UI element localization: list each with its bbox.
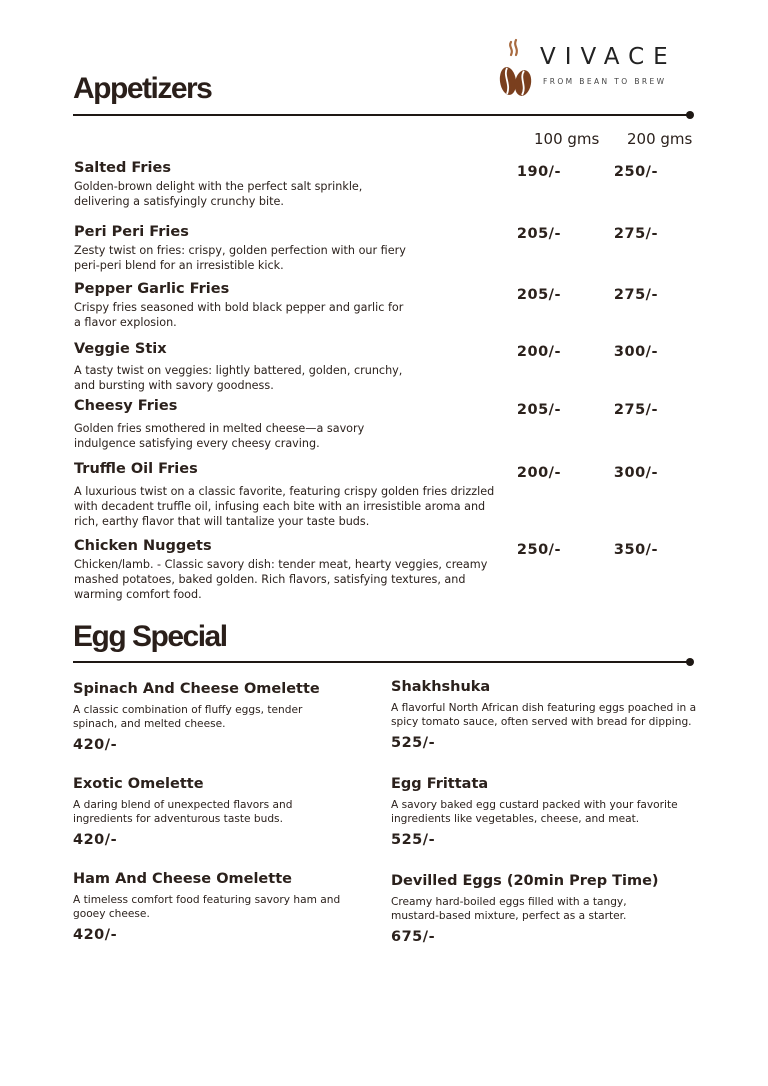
menu-item: [74, 398, 714, 458]
item-name: Pepper Garlic Fries: [74, 281, 230, 297]
divider-dot: [686, 658, 694, 666]
item-description: Crispy fries seasoned with bold black pepper and garlic for a flavor explosion.: [74, 301, 404, 329]
item-name: Exotic Omelette: [73, 776, 204, 792]
menu-item: [74, 160, 714, 220]
menu-item: [74, 538, 714, 604]
menu-item: [391, 873, 721, 953]
item-name: Salted Fries: [74, 160, 171, 176]
item-name: Egg Frittata: [391, 776, 489, 792]
menu-item: [73, 681, 403, 761]
price-200: 275/-: [613, 226, 658, 242]
price-100: 205/-: [516, 226, 561, 242]
size-label-100: 100 gms: [534, 130, 600, 148]
item-description: Golden-brown delight with the perfect salt sprinkle, delivering a satisfyingly crunchy bite.: [74, 180, 363, 208]
item-description: A savory baked egg custard packed with your favorite ingredients like vegetables, cheese, and meat.: [391, 799, 678, 825]
price-100: 200/-: [516, 465, 561, 481]
price-100: 205/-: [516, 402, 561, 418]
coffee-bean-icon: [496, 38, 536, 98]
item-description: A tasty twist on veggies: lightly battered, golden, crunchy, and bursting with savory goodness.: [74, 364, 403, 392]
price-100: 205/-: [516, 287, 561, 303]
item-name: Ham And Cheese Omelette: [73, 871, 292, 887]
menu-item: [73, 871, 403, 951]
item-description: A daring blend of unexpected flavors and ingredients for adventurous taste buds.: [73, 799, 293, 825]
price-200: 275/-: [613, 287, 658, 303]
item-description: Chicken/lamb. - Classic savory dish: tender meat, hearty veggies, creamy mashed potatoes, baked golden. Rich flavors, satisfying textures, and warming comfort food.: [74, 558, 488, 601]
menu-item: [74, 224, 714, 284]
menu-item: [391, 776, 721, 856]
item-name: Veggie Stix: [74, 341, 167, 357]
item-description: Creamy hard-boiled eggs filled with a tangy, mustard-based mixture, perfect as a starter.: [391, 896, 627, 922]
item-description: Golden fries smothered in melted cheese—a savory indulgence satisfying every cheesy craving.: [74, 422, 365, 450]
menu-item: [74, 281, 714, 341]
menu-item: [74, 341, 714, 401]
price-200: 350/-: [613, 542, 658, 558]
item-name: Peri Peri Fries: [74, 224, 189, 240]
item-price: 420/-: [73, 737, 118, 753]
item-name: Truffle Oil Fries: [74, 461, 198, 477]
item-description: Zesty twist on fries: crispy, golden perfection with our fiery peri-peri blend for an irresistible kick.: [74, 244, 406, 272]
price-200: 300/-: [613, 344, 658, 360]
price-200: 275/-: [613, 402, 658, 418]
item-name: Devilled Eggs (20min Prep Time): [391, 873, 659, 889]
price-100: 190/-: [516, 164, 561, 180]
price-100: 200/-: [516, 344, 561, 360]
item-name: Spinach And Cheese Omelette: [73, 681, 320, 697]
divider-dot: [686, 111, 694, 119]
appetizers-title: Appetizers: [73, 72, 212, 105]
price-200: 300/-: [613, 465, 658, 481]
appetizers-divider: [73, 114, 690, 116]
menu-item: [391, 679, 721, 759]
menu-item: [74, 461, 714, 533]
item-price: 420/-: [73, 927, 118, 943]
item-description: A timeless comfort food featuring savory ham and gooey cheese.: [73, 894, 341, 920]
item-price: 525/-: [391, 832, 436, 848]
size-label-200: 200 gms: [627, 130, 693, 148]
item-name: Chicken Nuggets: [74, 538, 212, 554]
item-name: Cheesy Fries: [74, 398, 178, 414]
brand-logo: [496, 38, 686, 98]
brand-name: VIVACE: [540, 44, 677, 70]
item-name: Shakhshuka: [391, 679, 491, 695]
item-description: A flavorful North African dish featuring eggs poached in a spicy tomato sauce, often served with bread for dipping.: [391, 702, 697, 728]
item-description: A classic combination of fluffy eggs, tender spinach, and melted cheese.: [73, 704, 303, 730]
item-price: 525/-: [391, 735, 436, 751]
egg-special-divider: [73, 661, 690, 663]
price-100: 250/-: [516, 542, 561, 558]
brand-tagline: FROM BEAN TO BREW: [543, 77, 667, 86]
egg-special-title: Egg Special: [73, 620, 227, 653]
item-price: 420/-: [73, 832, 118, 848]
menu-item: [73, 776, 403, 856]
item-description: A luxurious twist on a classic favorite, featuring crispy golden fries drizzled with decadent truffle oil, infusing each bite with an irresistible aroma and rich, earthy flavor that will tantalize your taste buds.: [74, 485, 495, 528]
price-200: 250/-: [613, 164, 658, 180]
item-price: 675/-: [391, 929, 436, 945]
